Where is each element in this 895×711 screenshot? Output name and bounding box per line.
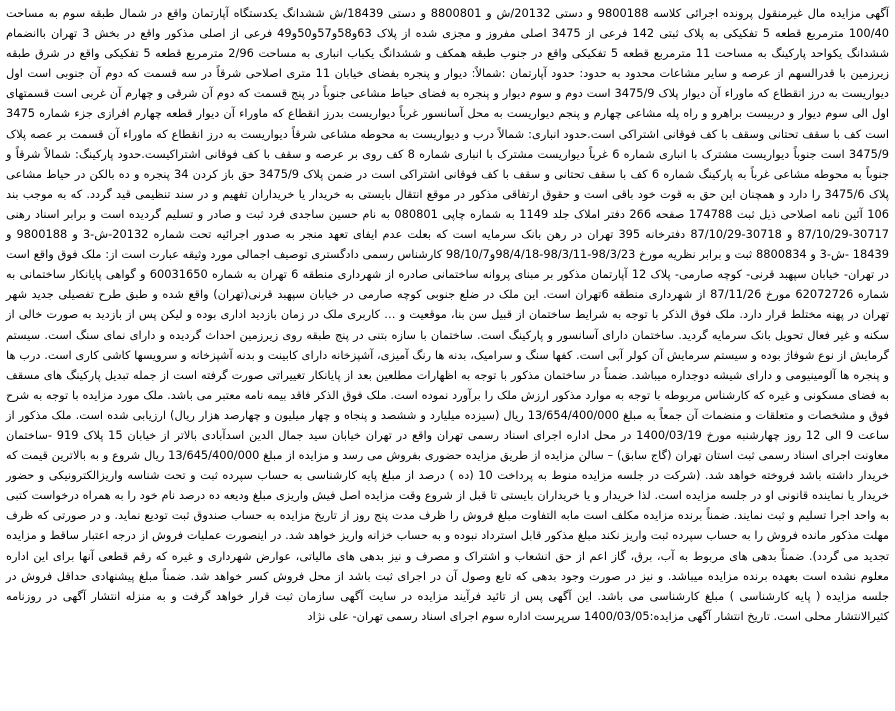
notice-body-text: آگهی مزایده مال غیرمنقول پرونده اجرائی کلاسه 9800188 و دستی 20132/ش و 8800801 و دستی 18439/ش ششدانگ یکدستگاه آپارتمان واقع در شمال طبقه سوم به مساحت 100/40 مترمربع قطعه 5 تفکیکی به پلاک ثبتی 142 فرعی از 3475 اصلی مفروز و مجزی شده از پلاک 63و58و57و50و49 فرعی از اصلی مذکور واقع در بخش 3 تهران باانضمام ششدانگ یکواحد پارکینگ به مساحت 11 مترمربع قطعه 5 تفکیکی واقع در جنوب طبقه همکف و ششدانگ یکباب انباری به مساحت 2/96 مترمربع قطعه 5 تفکیکی واقع در شرق طبقه زیرزمین با قدرالسهم از عرصه و سایر مشاعات محدود به حدود: حدود آپارتمان :شمالاً: دیوار و پنجره بفضای خیابان 11 متری اصلاحی شرقاً در سه قسمت که دوم آن جنوبی است اول دیواریست به درز انقطاع که ماوراء آن دیوار پلاک 3475/9 است دوم و سوم دیوار و پنجره به فضای حیاط مشاعی جنوباً در پنج قسمت که دوم آن شرقی و چهارم آن غربی است قسمتهای اول الی سوم دیوار و دربیست براهرو و راه پله مشاعی چهارم و پنجم دیواریست به محل آسانسور غرباً دیواریست بدرز انقطاع که ماوراء آن دیوار قطعه چهارم افرازی جزء شماره 3475 است کف با سقف تحتانی وسقف با کف فوقانی اشتراکی است.حدود انباری: شمالاً درب و دیواریست به محوطه مشاعی شرقاً دیواریست به درز انقطاع که ماوراء آن قسمت بر عصه پلاک 3475/9 است جنوباً دیواریست مشترک با انباری شماره 6 غرباً دیواریست مشترک با انباری شماره 8 کف روی بر عرصه و سقف با کف فوقانی اشتراکیست.حدود پارکینگ: شمالاً شرقاً و جنوباً به محوطه مشاعی غرباً به پارکینگ شماره 6 کف با سقف تحتانی و سقف با کف فوقانی اشتراکی است در ضمن پلاک 3475/9 حق باز کردن 34 پنجره و ده بالکن در حیاط مشاعی پلاک 3475/6 را دارد و همچنان این حق به قوت خود باقی است و حقوق ارتفاقی مذکور در موقع انتقال بایستی به خریدار یا خریداران تفهیم و در سند تنظیمی قید گردد. که به موجب بند 106 آئین نامه اصلاحی ذیل ثبت 174788 صفحه 266 دفتر املاک جلد 1149 به شماره چاپی 080801 به نام حسین ساجدی فرد ثبت و صادر و تسلیم گردیده است و برابر اسناد رهنی 30717-87/10/29 و 30718-87/10/29 دفترخانه 395 تهران در رهن بانک سرمایه است که بعلت عدم ایفای تعهد منجر به صدور اجرائیه تحت شماره 20132-ش-3 و 9800188 و 18439 -ش-3 و 8800834 ثبت و برابر نظریه مورخ 98/3/23-98/3/11-98/4/18و98/10/7 کارشناس رسمی دادگستری توصیف اجمالی مورد وثیقه عبارت است از: ملک فوق واقع است در تهران- خیابان سپهبد قرنی- کوچه صارمی- پلاک 12 آپارتمان مذکور بر مبنای پروانه ساختمانی صادره از شهرداری منطقه 6 تهران به شماره 60031650 و گواهی پایانکار ساختمانی به شماره 62072726 مورخ 87/11/26 از شهرداری منطقه 6تهران است. این ملک در ضلع جنوبی کوچه صارمی در خیابان سپهبد قرنی(تهران) واقع شده و طبق طرح تفصیلی جدید شهر تهران در پهنه مختلط قرار دارد. ملک فوق الذکر با توجه به شرایط ساختمان از قبیل سن بنا، موقعیت و … کاربری ملک در زمان بازدید اداری بوده و لیکن پس از بازدید به صورت خالی از سکنه و غیر فعال تحویل بانک سرمایه گردید. ساختمان دارای آسانسور و پارکینگ است. ساختمان با سازه بتنی در پنج طبقه روی زیرزمین احداث گردیده و دارای نمای سنگ است. سیستم گرمایش از نوع شوفاژ بوده و سیستم سرمایش آن کولر آبی است. کفها سنگ و سرامیک، بدنه ها رنگ آمیزی، آشپزخانه دارای کابینت و بدنه آشپزخانه و سرویسها کاشی کاری است. درب ها و پنجره ها آلومینیومی و دارای شیشه دوجداره میباشد. ضمناً در ساختمان مذکور با توجه به اظهارات مطلعین بعد از پایانکار تغییراتی صورت گرفته است از جمله تبدیل پارکینگ های مسقف به فضای مسکونی و غیره که کارشناس مربوطه با توجه به موارد مذکور ارزش ملک را برآورد نموده است. ملک فوق الذکر فاقد بیمه نامه معتبر می باشد. ملک مورد مزایده با توجه به شرح فوق و مشخصات و متعلقات و منضمات آن جمعاً به مبلغ 13/654/400/000 ریال (سیزده میلیارد و ششصد و پنجاه و چهار میلیون و چهارصد هزار ریال) ارزیابی شده است. ملک مذکور از ساعت 9 الی 12 روز چهارشنبه مورخ 1400/03/19 در محل اداره اجرای اسناد رسمی تهران واقع در تهران خیابان سید جمال الدین اسدآبادی بالاتر از خیابان 15 پلاک 919 -ساختمان معاونت اجرای اسناد رسمی ثبت استان تهران (گاج سابق) – سالن مزایده از طریق مزایده حضوری بفروش می رسد و مزایده از مبلغ 13/645/400/000 ریال شروع و به بالاترین قیمت که خریدار داشته باشد فروخته خواهد شد. (شرکت در جلسه مزایده منوط به پرداخت 10 (ده ) درصد از مبلغ پایه کارشناسی به حساب سپرده ثبت و تحت شناسه واریزالکترونیکی و حضور خریدار یا نماینده قانونی او در جلسه مزایده است. لذا خریدار و یا خریداران بایستی تا قبل از شروع وقت مزایده اصل فیش واریزی مبلغ ودیعه ده درصد نام خود را به همراه درخواست کتبی به واحد اجرا تسلیم و ثبت نمایند. ضمناً برنده مزایده مکلف است مابه التفاوت مبلغ فروش را ظرف مدت پنج روز از تاریخ مزایده به حساب صندوق ثبت تودیع نماید. و در صورتی که ظرف مهلت مذکور مانده فروش را به حساب سپرده ثبت واریز نکند مبلغ مذکور قابل استرداد نبوده و به حساب خزانه واریز خواهد شد. در اینصورت عملیات فروش از درجه اعتبار ساقط و مزایده تجدید می گردد). ضمناً بدهی های مربوط به آب، برق، گاز اعم از حق انشعاب و اشتراک و مصرف و نیز بدهی های مالیاتی، عوارض شهرداری و غیره که رقم قطعی آنها برای این اداره معلوم نشده است بعهده برنده مزایده میباشد. و نیز در صورت وجود بدهی که تابع وصول آن در اجرای ثبت باشد از محل فروش کسر خواهد شد. ضمناً مبلغ پیشنهادی حداقل فروش در جلسه مزایده ( پایه کارشناسی ) مبلغ کارشناسی می باشد. این آگهی پس از تائید فرآیند مزایده در سایت آگهی سازمان ثبت قرار خواهد گرفت و به منزله انتشار آگهی در روزنامه کثیرالانتشار محلی است. تاریخ انتشار آگهی مزایده:1400/03/05 سرپرست اداره سوم اجرای اسناد رسمی تهران- علی نژاد <box>6 6 890 623</box>
